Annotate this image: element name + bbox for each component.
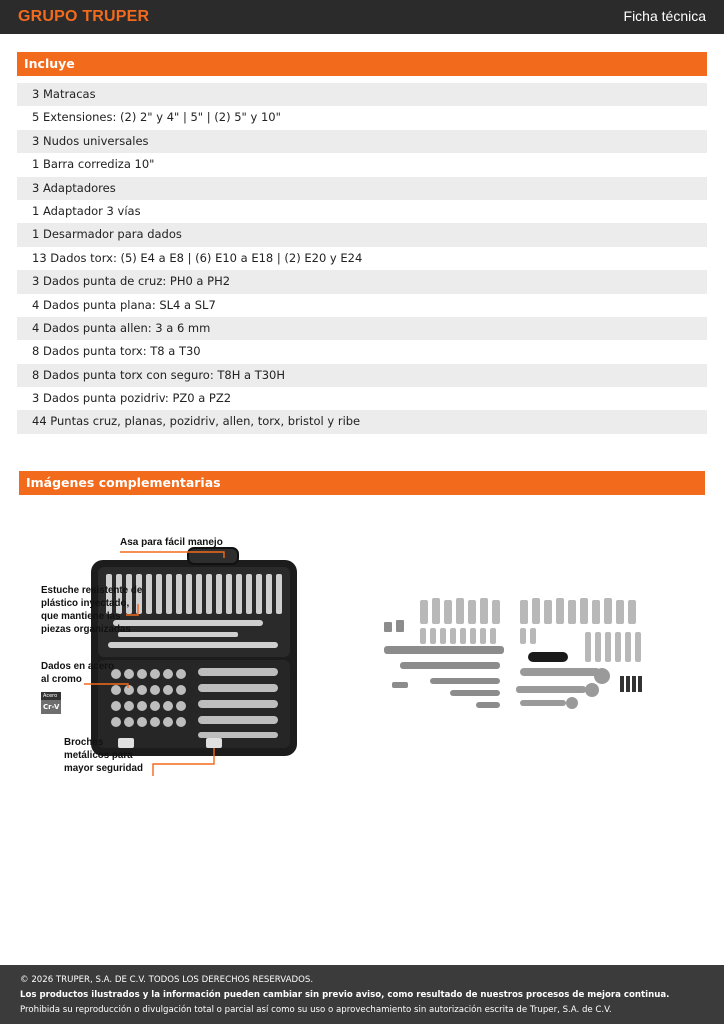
include-item: 8 Dados punta torx: T8 a T30 [17,340,707,363]
include-item: 4 Dados punta allen: 3 a 6 mm [17,317,707,340]
include-item: 13 Dados torx: (5) E4 a E8 | (6) E10 a E18 | (2) E20 y E24 [17,247,707,270]
crv-badge-top: Acero [43,693,58,699]
brand-logo: GRUPO TRUPER [18,8,150,25]
include-item: 3 Adaptadores [17,177,707,200]
callout-clips-line: metálicos para [64,750,133,761]
callout-handle: Asa para fácil manejo [120,537,223,548]
includes-list [17,83,707,434]
callout-case-line: Estuche resistente de [41,585,143,596]
include-item: 3 Nudos universales [17,130,707,153]
callout-steel-line: Dados en acero [41,661,114,672]
include-item: 3 Dados punta de cruz: PH0 a PH2 [17,270,707,293]
include-item: 5 Extensiones: (2) 2" y 4" | 5" | (2) 5" y 10" [17,106,707,129]
callout-steel-line: al cromo [41,674,82,685]
includes-section-title: Incluye [17,52,707,76]
tool-set-image [380,594,658,716]
footer [0,965,724,1024]
callout-steel [41,660,114,686]
include-item: 1 Barra corrediza 10" [17,153,707,176]
include-item: 1 Desarmador para dados [17,223,707,246]
callout-case-line: plástico inyectado, [41,598,130,609]
callout-case-line: piezas organizadas [41,624,131,635]
document-type: Ficha técnica [623,8,706,24]
footer-notice: Los productos ilustrados y la información pueden cambiar sin previo aviso, como resultado de nuestros procesos de mejora continua. [20,990,670,1000]
callout-clips [64,736,143,775]
include-item: 3 Dados punta pozidriv: PZ0 a PZ2 [17,387,707,410]
include-item: 4 Dados punta plana: SL4 a SL7 [17,294,707,317]
include-item: 1 Adaptador 3 vías [17,200,707,223]
callout-case-line: que mantiene las [41,611,121,622]
callout-clips-line: mayor seguridad [64,763,143,774]
include-item: 8 Dados punta torx con seguro: T8H a T30H [17,364,707,387]
complementary-images-title: Imágenes complementarias [19,471,705,495]
footer-prohibition: Prohibida su reproducción o divulgación total o parcial así como su uso o aprovechamiento sin autorización escrita de Truper, S.A. de C.V. [20,1005,612,1015]
include-item: 44 Puntas cruz, planas, pozidriv, allen, torx, bristol y ribe [17,410,707,433]
callout-clips-line: Broches [64,737,104,748]
include-item: 3 Matracas [17,83,707,106]
footer-copyright: © 2026 TRUPER, S.A. DE C.V. TODOS LOS DERECHOS RESERVADOS. [20,975,314,985]
top-bar [0,0,724,34]
toolbox-image [38,532,300,780]
crv-badge-bottom: Cr-V [43,703,60,711]
callout-case [41,584,142,636]
